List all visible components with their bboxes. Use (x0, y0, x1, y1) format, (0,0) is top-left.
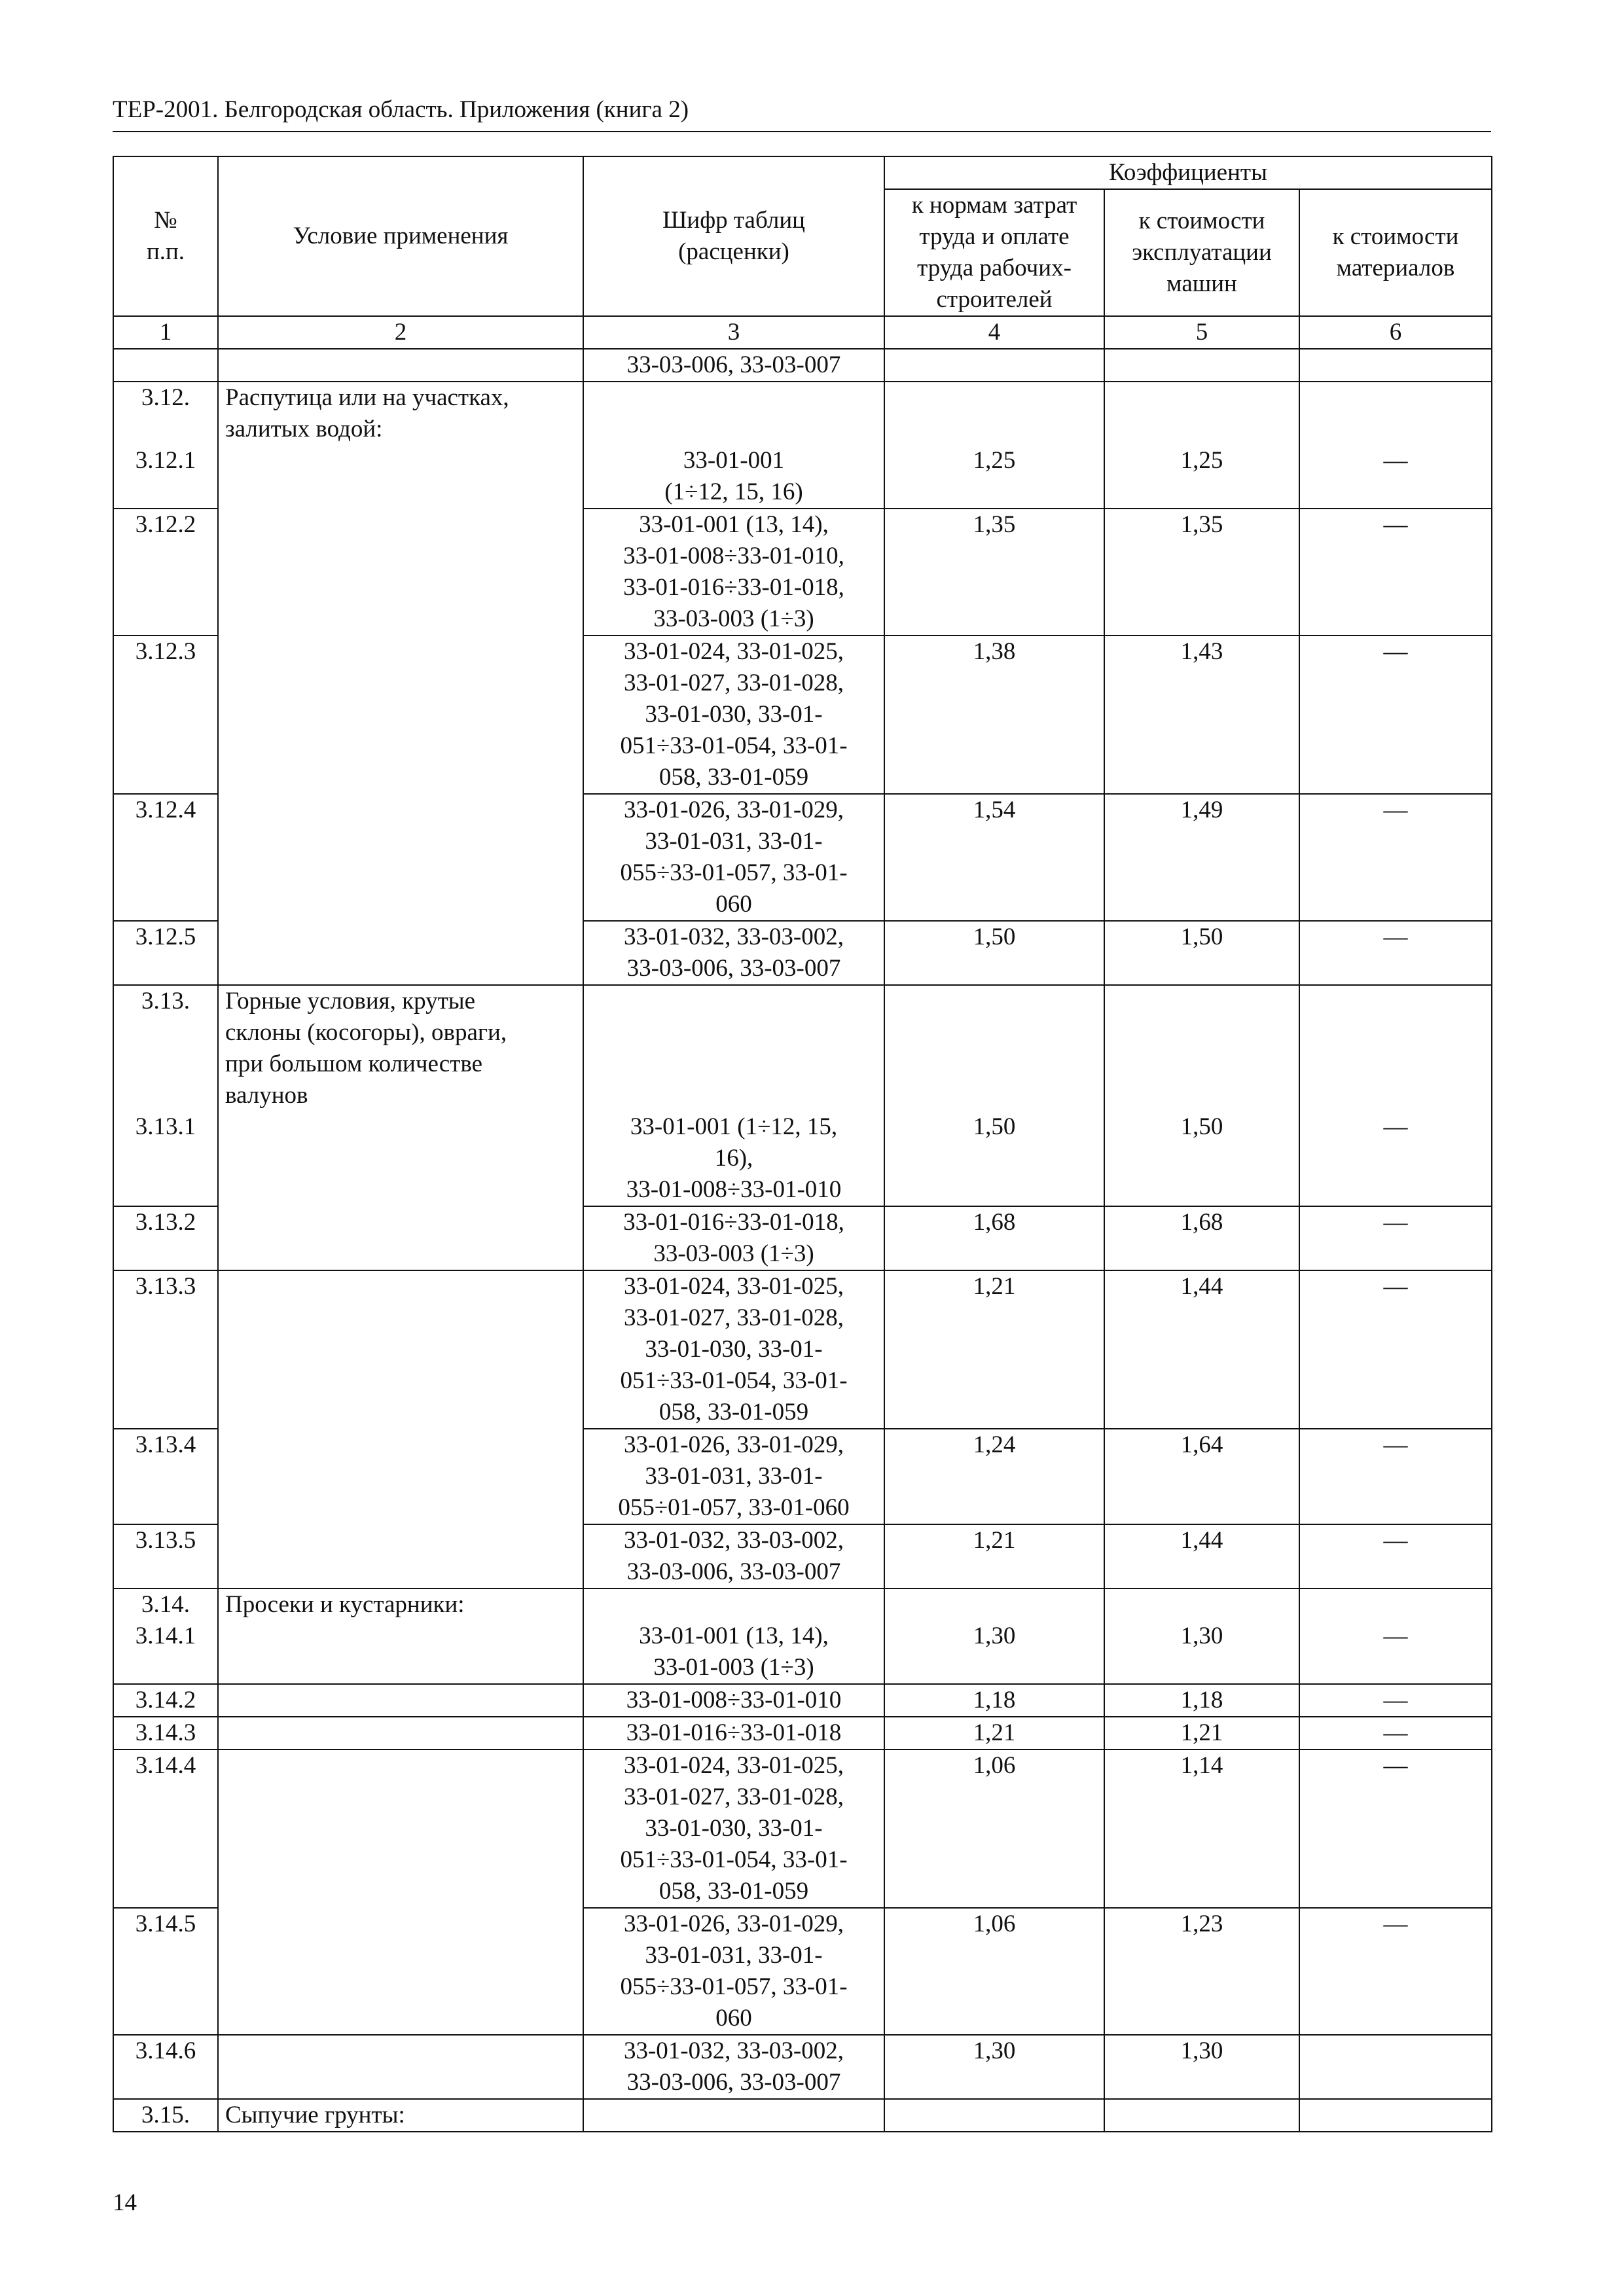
labor-coef: 1,68 (884, 1206, 1104, 1270)
col-header-code: Шифр таблиц (расценки) (583, 156, 884, 316)
materials-coef: — (1299, 509, 1492, 636)
item-number: 3.14.1 (135, 1623, 196, 1649)
machines-coef: 1,50 (1104, 921, 1299, 985)
table-row (113, 1270, 1492, 1429)
item-number: 3.13.2 (113, 1206, 218, 1270)
machines-coef: 1,64 (1104, 1429, 1299, 1524)
item-number: 3.15. (113, 2099, 218, 2132)
labor-coef: 1,35 (884, 509, 1104, 636)
col-header-materials: к стоимости материалов (1299, 189, 1492, 316)
item-number: 3.14.5 (113, 1908, 218, 2035)
code-cell: 33-01-032, 33-03-002, 33-03-006, 33-03-007 (623, 2037, 844, 2096)
labor-coef: 1,21 (884, 1270, 1104, 1429)
machines-coef: 1,25 (1180, 447, 1223, 474)
code-cell: 33-01-001 (13, 14), 33-01-008÷33-01-010, 33-01-016÷33-01-018, 33-03-003 (1÷3) (623, 511, 844, 632)
labor-coef: 1,50 (973, 1113, 1016, 1140)
code-cell: 33-01-001 (13, 14), 33-01-003 (1÷3) (639, 1623, 829, 1681)
materials-coef: — (1299, 1908, 1492, 2035)
materials-coef: — (1299, 794, 1492, 921)
item-number: 3.13. (141, 988, 190, 1014)
item-number: 3.13.3 (113, 1270, 218, 1429)
machines-coef: 1,21 (1104, 1717, 1299, 1749)
item-number: 3.12.5 (113, 921, 218, 985)
code-cell: 33-01-026, 33-01-029, 33-01-031, 33-01- 055÷33-01-057, 33-01- 060 (620, 1910, 848, 2032)
code-cell: 33-01-008÷33-01-010 (583, 1684, 884, 1717)
materials-coef: — (1383, 1113, 1408, 1140)
col-number: 5 (1104, 316, 1299, 349)
col-number: 6 (1299, 316, 1492, 349)
item-number: 3.14.3 (113, 1717, 218, 1749)
code-cell: 33-01-024, 33-01-025, 33-01-027, 33-01-028, 33-01-030, 33-01- 051÷33-01-054, 33-01- 058, 33-01-059 (620, 1752, 848, 1905)
coefficients-table (113, 156, 1492, 2132)
header-rule (113, 131, 1491, 132)
code-cell: 33-01-032, 33-03-002, 33-03-006, 33-03-007 (623, 924, 844, 982)
table-row (113, 1717, 1492, 1749)
labor-coef: 1,06 (884, 1749, 1104, 1908)
machines-coef: 1,30 (1104, 2035, 1299, 2099)
labor-coef: 1,50 (884, 921, 1104, 985)
machines-coef: 1,14 (1104, 1749, 1299, 1908)
condition-text: Просеки и кустарники: (225, 1591, 465, 1618)
labor-coef: 1,30 (973, 1623, 1016, 1649)
item-number: 3.13.4 (113, 1429, 218, 1524)
code-cell: 33-01-001 (1÷12, 15, 16) (664, 447, 803, 505)
machines-coef: 1,18 (1104, 1684, 1299, 1717)
machines-coef: 1,43 (1104, 636, 1299, 794)
table-row (113, 1749, 1492, 1908)
materials-coef: — (1299, 1717, 1492, 1749)
materials-coef: — (1299, 1684, 1492, 1717)
machines-coef: 1,49 (1104, 794, 1299, 921)
materials-coef: — (1383, 447, 1408, 474)
labor-coef: 1,21 (884, 1717, 1104, 1749)
code-cell: 33-01-026, 33-01-029, 33-01-031, 33-01- 055÷33-01-057, 33-01- 060 (620, 797, 848, 918)
col-number: 4 (884, 316, 1104, 349)
col-number: 1 (113, 316, 218, 349)
labor-coef: 1,06 (884, 1908, 1104, 2035)
col-header-labor: к нормам затрат труда и оплате труда рабочих- строителей (884, 189, 1104, 316)
item-number: 3.13.1 (135, 1113, 196, 1140)
col-header-machines: к стоимости эксплуатации машин (1104, 189, 1299, 316)
materials-coef: — (1299, 921, 1492, 985)
col-header-coefficients: Коэффициенты (884, 156, 1492, 189)
machines-coef: 1,68 (1104, 1206, 1299, 1270)
col-number: 3 (583, 316, 884, 349)
labor-coef: 1,24 (884, 1429, 1104, 1524)
materials-coef: — (1299, 1270, 1492, 1429)
machines-coef: 1,44 (1104, 1270, 1299, 1429)
code-cell: 33-01-001 (1÷12, 15, 16), 33-01-008÷33-01-010 (626, 1113, 842, 1203)
page-header: ТЕР-2001. Белгородская область. Приложения (книга 2) (113, 96, 689, 123)
labor-coef: 1,38 (884, 636, 1104, 794)
header-row-1 (113, 156, 1492, 189)
code-cell: 33-01-032, 33-03-002, 33-03-006, 33-03-007 (623, 1527, 844, 1585)
materials-coef: — (1299, 1749, 1492, 1908)
item-number: 3.12. (141, 384, 190, 411)
materials-coef (1299, 2035, 1492, 2099)
item-number: 3.14.4 (113, 1749, 218, 1908)
item-number: 3.14.6 (113, 2035, 218, 2099)
col-header-num: № п.п. (113, 156, 218, 316)
item-number: 3.14. (141, 1591, 190, 1618)
table-row (113, 2035, 1492, 2099)
condition-text: Распутица или на участках, залитых водой: (225, 384, 509, 442)
code-cell: 33-01-016÷33-01-018 (583, 1717, 884, 1749)
machines-coef: 1,30 (1180, 1623, 1223, 1649)
code-cell: 33-01-024, 33-01-025, 33-01-027, 33-01-028, 33-01-030, 33-01- 051÷33-01-054, 33-01- 058, 33-01-059 (620, 638, 848, 791)
item-number: 3.14.2 (113, 1684, 218, 1717)
table-row (113, 2099, 1492, 2132)
machines-coef: 1,50 (1180, 1113, 1223, 1140)
item-number: 3.12.1 (135, 447, 196, 474)
labor-coef: 1,18 (884, 1684, 1104, 1717)
machines-coef: 1,44 (1104, 1524, 1299, 1588)
labor-coef: 1,25 (973, 447, 1016, 474)
machines-coef: 1,23 (1104, 1908, 1299, 2035)
table-row (113, 1684, 1492, 1717)
labor-coef: 1,54 (884, 794, 1104, 921)
condition-text: Горные условия, крутые склоны (косогоры), овраги, при большом количестве валунов (225, 988, 507, 1109)
condition-text: Сыпучие грунты: (218, 2099, 583, 2132)
item-number: 3.12.2 (113, 509, 218, 636)
materials-coef: — (1299, 1206, 1492, 1270)
col-number: 2 (218, 316, 583, 349)
item-number: 3.13.5 (113, 1524, 218, 1588)
item-number: 3.12.4 (113, 794, 218, 921)
code-cell: 33-01-016÷33-01-018, 33-03-003 (1÷3) (623, 1209, 844, 1267)
table-row (113, 1588, 1492, 1684)
code-cell: 33-01-024, 33-01-025, 33-01-027, 33-01-028, 33-01-030, 33-01- 051÷33-01-054, 33-01- 058, 33-01-059 (620, 1273, 848, 1426)
materials-coef: — (1299, 1429, 1492, 1524)
labor-coef: 1,21 (884, 1524, 1104, 1588)
table-row (113, 382, 1492, 509)
code-cell: 33-01-026, 33-01-029, 33-01-031, 33-01- 055÷01-057, 33-01-060 (618, 1431, 850, 1521)
labor-coef: 1,30 (884, 2035, 1104, 2099)
code-cell: 33-03-006, 33-03-007 (583, 349, 884, 382)
col-header-condition: Условие применения (218, 156, 583, 316)
materials-coef: — (1299, 1524, 1492, 1588)
item-number: 3.12.3 (113, 636, 218, 794)
page-number: 14 (113, 2189, 137, 2216)
table-row (113, 349, 1492, 382)
materials-coef: — (1299, 636, 1492, 794)
materials-coef: — (1383, 1623, 1408, 1649)
machines-coef: 1,35 (1104, 509, 1299, 636)
table-row (113, 985, 1492, 1206)
column-number-row (113, 316, 1492, 349)
